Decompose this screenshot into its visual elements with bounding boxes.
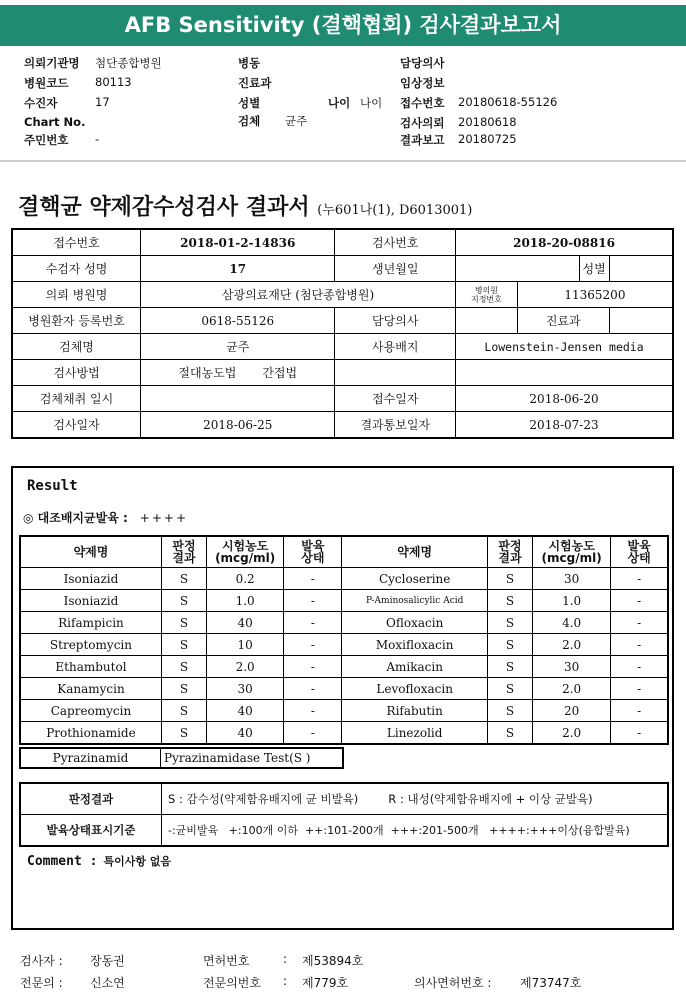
form-label: 접수일자 bbox=[335, 386, 456, 412]
table-row bbox=[12, 412, 673, 439]
divider bbox=[0, 160, 686, 162]
chart-label: Chart No. bbox=[24, 115, 86, 129]
form-value: Lowenstein-Jensen media bbox=[456, 334, 673, 360]
form-label: 병원환자 등록번호 bbox=[12, 308, 141, 334]
table-row bbox=[12, 386, 673, 412]
column-header bbox=[487, 536, 532, 568]
drug-name: Isoniazid bbox=[20, 590, 161, 612]
document-title bbox=[18, 190, 472, 221]
drug-growth: - bbox=[611, 678, 668, 700]
specialist-name: 신소연 bbox=[90, 976, 125, 990]
requested-value: 20180618 bbox=[458, 115, 517, 129]
drug-name: Cycloserine bbox=[342, 568, 487, 590]
table-row bbox=[20, 748, 343, 768]
patient-value: 17 bbox=[95, 95, 110, 109]
sex-label: 성별 bbox=[238, 96, 261, 110]
table-row bbox=[12, 282, 673, 308]
column-header-line: 판정 bbox=[498, 539, 522, 553]
control-growth-value: ++++ bbox=[139, 511, 188, 525]
column-header-line: 결과 bbox=[498, 551, 522, 565]
drug-growth: - bbox=[611, 634, 668, 656]
doc-license-value: 제73747호 bbox=[520, 976, 582, 990]
clinical-label: 임상정보 bbox=[400, 76, 445, 90]
document-code: (누601나(1), D6013001) bbox=[317, 203, 473, 218]
drug-result: S bbox=[161, 656, 206, 678]
drug-name: P-Aminosalicylic Acid bbox=[342, 590, 487, 612]
spec-license-colon: : bbox=[283, 974, 288, 988]
license-label: 면허번호 bbox=[203, 954, 250, 968]
table-header-row bbox=[20, 536, 668, 568]
drug-growth: - bbox=[284, 700, 342, 722]
drug-name: Prothionamide bbox=[20, 722, 161, 745]
drug-conc: 2.0 bbox=[533, 678, 611, 700]
column-header-line: 발육 bbox=[627, 539, 651, 553]
accession-value: 20180618-55126 bbox=[458, 95, 558, 109]
drug-conc: 1.0 bbox=[207, 590, 284, 612]
license-value: 제53894호 bbox=[302, 954, 364, 968]
column-header bbox=[284, 536, 342, 568]
form-value: 삼광의료재단 (첨단종합병원) bbox=[141, 282, 456, 308]
drug-conc: 40 bbox=[207, 722, 284, 745]
drug-name: Rifabutin bbox=[342, 700, 487, 722]
column-header-line: 상태 bbox=[301, 551, 325, 565]
code-value: 80113 bbox=[95, 75, 132, 89]
drug-result: S bbox=[487, 656, 532, 678]
drug-growth: - bbox=[611, 612, 668, 634]
form-label: 검체명 bbox=[12, 334, 141, 360]
table-row bbox=[20, 722, 668, 745]
reported-value: 20180725 bbox=[458, 132, 517, 146]
drug-conc: 1.0 bbox=[533, 590, 611, 612]
comment-value: 특이사항 없음 bbox=[103, 855, 172, 868]
drug-conc: 40 bbox=[207, 700, 284, 722]
form-value: 2018-07-23 bbox=[456, 412, 673, 439]
hospital-value: 첨단종합병원 bbox=[95, 56, 162, 70]
drug-growth: - bbox=[611, 590, 668, 612]
drug-conc: 2.0 bbox=[533, 634, 611, 656]
column-header bbox=[611, 536, 668, 568]
legend-r: R : 내성(약제함유배지에 + 이상 균발육) bbox=[388, 792, 593, 806]
document-title-text: 결핵균 약제감수성검사 결과서 bbox=[18, 194, 310, 220]
form-value: 2018-20-08816 bbox=[456, 229, 673, 256]
drug-results-table bbox=[19, 535, 669, 745]
result-heading: Result bbox=[27, 478, 78, 494]
drug-conc: 30 bbox=[533, 568, 611, 590]
drug-growth: - bbox=[611, 568, 668, 590]
column-header-line: (mcg/ml) bbox=[215, 551, 276, 565]
drug-growth: - bbox=[284, 612, 342, 634]
drug-conc: 4.0 bbox=[533, 612, 611, 634]
table-row bbox=[20, 678, 668, 700]
form-value bbox=[141, 360, 335, 386]
tester-label: 검사자 : bbox=[20, 954, 63, 968]
form-value bbox=[609, 256, 673, 282]
rrn-label: 주민번호 bbox=[24, 133, 69, 147]
drug-name: Amikacin bbox=[342, 656, 487, 678]
dept-label: 진료과 bbox=[238, 76, 272, 90]
specialist-label: 전문의 : bbox=[20, 976, 63, 990]
age-value: 나이 bbox=[360, 96, 383, 110]
form-label bbox=[456, 282, 518, 308]
form-value: 2018-06-25 bbox=[141, 412, 335, 439]
form-label-line: 지정번호 bbox=[470, 294, 502, 304]
legend-label: 판정결과 bbox=[20, 783, 162, 815]
drug-growth: - bbox=[284, 590, 342, 612]
doctor-label: 담당의사 bbox=[400, 56, 445, 70]
drug-conc: 40 bbox=[207, 612, 284, 634]
rrn-value: - bbox=[95, 132, 100, 146]
column-header-line: (mcg/ml) bbox=[541, 551, 602, 565]
drug-result: S bbox=[161, 568, 206, 590]
table-row bbox=[20, 700, 668, 722]
drug-result: S bbox=[161, 678, 206, 700]
form-value bbox=[609, 308, 673, 334]
form-label: 결과통보일자 bbox=[335, 412, 456, 439]
form-value bbox=[456, 308, 518, 334]
drug-growth: - bbox=[284, 568, 342, 590]
code-label: 병원코드 bbox=[24, 76, 69, 90]
column-header: 약제명 bbox=[342, 536, 487, 568]
age-label: 나이 bbox=[328, 96, 351, 110]
method-value: 간접법 bbox=[262, 366, 298, 380]
patient-info-section bbox=[0, 50, 686, 158]
table-row bbox=[20, 815, 668, 847]
hospital-label: 의뢰기관명 bbox=[24, 56, 80, 70]
form-value: 0618-55126 bbox=[141, 308, 335, 334]
drug-result: S bbox=[487, 568, 532, 590]
form-value: 2018-01-2-14836 bbox=[141, 229, 335, 256]
report-title: AFB Sensitivity (결핵협회) 검사결과보고서 bbox=[0, 5, 686, 46]
table-row bbox=[20, 590, 668, 612]
drug-name: Pyrazinamid bbox=[20, 748, 161, 768]
drug-name: Kanamycin bbox=[20, 678, 161, 700]
drug-name: Streptomycin bbox=[20, 634, 161, 656]
comment bbox=[27, 853, 171, 869]
drug-conc: 20 bbox=[533, 700, 611, 722]
form-label: 담당의사 bbox=[335, 308, 456, 334]
column-header bbox=[161, 536, 206, 568]
drug-growth: - bbox=[284, 722, 342, 745]
form-label: 생년월일 bbox=[335, 256, 456, 282]
doc-license-label: 의사면허번호 : bbox=[414, 976, 492, 990]
specimen-label: 검체 bbox=[238, 114, 261, 128]
control-growth-label: ◎ 대조배지균발육 : bbox=[23, 511, 128, 525]
form-label-line: 병의원 bbox=[474, 285, 499, 295]
form-label: 의뢰 병원명 bbox=[12, 282, 141, 308]
ward-label: 병동 bbox=[238, 56, 261, 70]
column-header bbox=[533, 536, 611, 568]
drug-conc: 2.0 bbox=[533, 722, 611, 745]
drug-name: Ethambutol bbox=[20, 656, 161, 678]
drug-result: S bbox=[161, 700, 206, 722]
reported-label: 결과보고 bbox=[400, 133, 445, 147]
column-header-line: 발육 bbox=[301, 539, 325, 553]
column-header-line: 시험농도 bbox=[548, 539, 595, 553]
patient-label: 수진자 bbox=[24, 96, 58, 110]
drug-growth: - bbox=[284, 634, 342, 656]
column-header bbox=[207, 536, 284, 568]
table-row bbox=[12, 334, 673, 360]
form-label: 수검자 성명 bbox=[12, 256, 141, 282]
legend-s: S : 감수성(약제함유배지에 균 비발육) bbox=[168, 792, 359, 806]
legend-label: 발육상태표시기준 bbox=[20, 815, 162, 847]
legend-table bbox=[19, 782, 669, 847]
legend-text bbox=[162, 783, 669, 815]
form-label: 진료과 bbox=[517, 308, 609, 334]
specimen-value: 균주 bbox=[285, 114, 308, 128]
table-row bbox=[20, 783, 668, 815]
form-value bbox=[141, 386, 335, 412]
drug-growth: - bbox=[611, 656, 668, 678]
drug-name: Levofloxacin bbox=[342, 678, 487, 700]
form-value: 2018-06-20 bbox=[456, 386, 673, 412]
drug-result: S bbox=[487, 722, 532, 745]
drug-result: S bbox=[161, 634, 206, 656]
drug-conc: 10 bbox=[207, 634, 284, 656]
method-value: 절대농도법 bbox=[178, 366, 237, 380]
drug-name: Rifampicin bbox=[20, 612, 161, 634]
table-row bbox=[12, 256, 673, 282]
comment-label: Comment : bbox=[27, 854, 98, 869]
drug-test-result: Pyrazinamidase Test(S ) bbox=[161, 748, 344, 768]
drug-result: S bbox=[487, 700, 532, 722]
table-row bbox=[20, 656, 668, 678]
form-label: 검사번호 bbox=[335, 229, 456, 256]
table-row bbox=[12, 308, 673, 334]
accession-label: 접수번호 bbox=[400, 96, 445, 110]
column-header-line: 시험농도 bbox=[221, 539, 269, 553]
drug-result: S bbox=[161, 612, 206, 634]
spec-license-value: 제779호 bbox=[302, 976, 349, 990]
form-label: 사용배지 bbox=[335, 334, 456, 360]
form-cell bbox=[456, 360, 673, 386]
form-label: 검사방법 bbox=[12, 360, 141, 386]
drug-result: S bbox=[161, 722, 206, 745]
requested-label: 검사의뢰 bbox=[400, 116, 445, 130]
drug-name: Ofloxacin bbox=[342, 612, 487, 634]
form-label: 접수번호 bbox=[12, 229, 141, 256]
column-header: 약제명 bbox=[20, 536, 161, 568]
drug-name: Linezolid bbox=[342, 722, 487, 745]
form-value: 17 bbox=[141, 256, 335, 282]
result-section bbox=[11, 466, 674, 930]
form-cell bbox=[335, 360, 456, 386]
drug-growth: - bbox=[611, 700, 668, 722]
table-row bbox=[20, 634, 668, 656]
form-label: 성별 bbox=[579, 256, 609, 282]
drug-result: S bbox=[487, 590, 532, 612]
pyrazinamid-table bbox=[19, 747, 344, 769]
drug-growth: - bbox=[284, 656, 342, 678]
drug-result: S bbox=[161, 590, 206, 612]
legend-text: -:균비발육 +:100개 이하 ++:101-200개 +++:201-500개 ++++:+++이상(융합발육) bbox=[162, 815, 669, 847]
form-value bbox=[456, 256, 580, 282]
column-header-line: 판정 bbox=[172, 539, 196, 553]
form-value: 11365200 bbox=[517, 282, 673, 308]
tester-name: 장동권 bbox=[90, 954, 125, 968]
drug-results-body bbox=[20, 568, 668, 745]
control-growth bbox=[23, 509, 188, 526]
drug-growth: - bbox=[284, 678, 342, 700]
form-label: 검사일자 bbox=[12, 412, 141, 439]
drug-conc: 30 bbox=[207, 678, 284, 700]
table-row bbox=[20, 612, 668, 634]
drug-name: Moxifloxacin bbox=[342, 634, 487, 656]
drug-name: Capreomycin bbox=[20, 700, 161, 722]
drug-growth: - bbox=[611, 722, 668, 745]
drug-result: S bbox=[487, 678, 532, 700]
form-label: 검체채취 일시 bbox=[12, 386, 141, 412]
spec-license-label: 전문의번호 bbox=[203, 976, 261, 990]
drug-result: S bbox=[487, 634, 532, 656]
drug-conc: 2.0 bbox=[207, 656, 284, 678]
drug-result: S bbox=[487, 612, 532, 634]
column-header-line: 상태 bbox=[627, 551, 651, 565]
form-value: 균주 bbox=[141, 334, 335, 360]
column-header-line: 결과 bbox=[172, 551, 196, 565]
table-row bbox=[12, 360, 673, 386]
table-row bbox=[20, 568, 668, 590]
table-row bbox=[12, 229, 673, 256]
drug-name: Isoniazid bbox=[20, 568, 161, 590]
drug-conc: 0.2 bbox=[207, 568, 284, 590]
license-colon: : bbox=[283, 952, 288, 966]
drug-conc: 30 bbox=[533, 656, 611, 678]
request-form-table bbox=[11, 228, 674, 439]
